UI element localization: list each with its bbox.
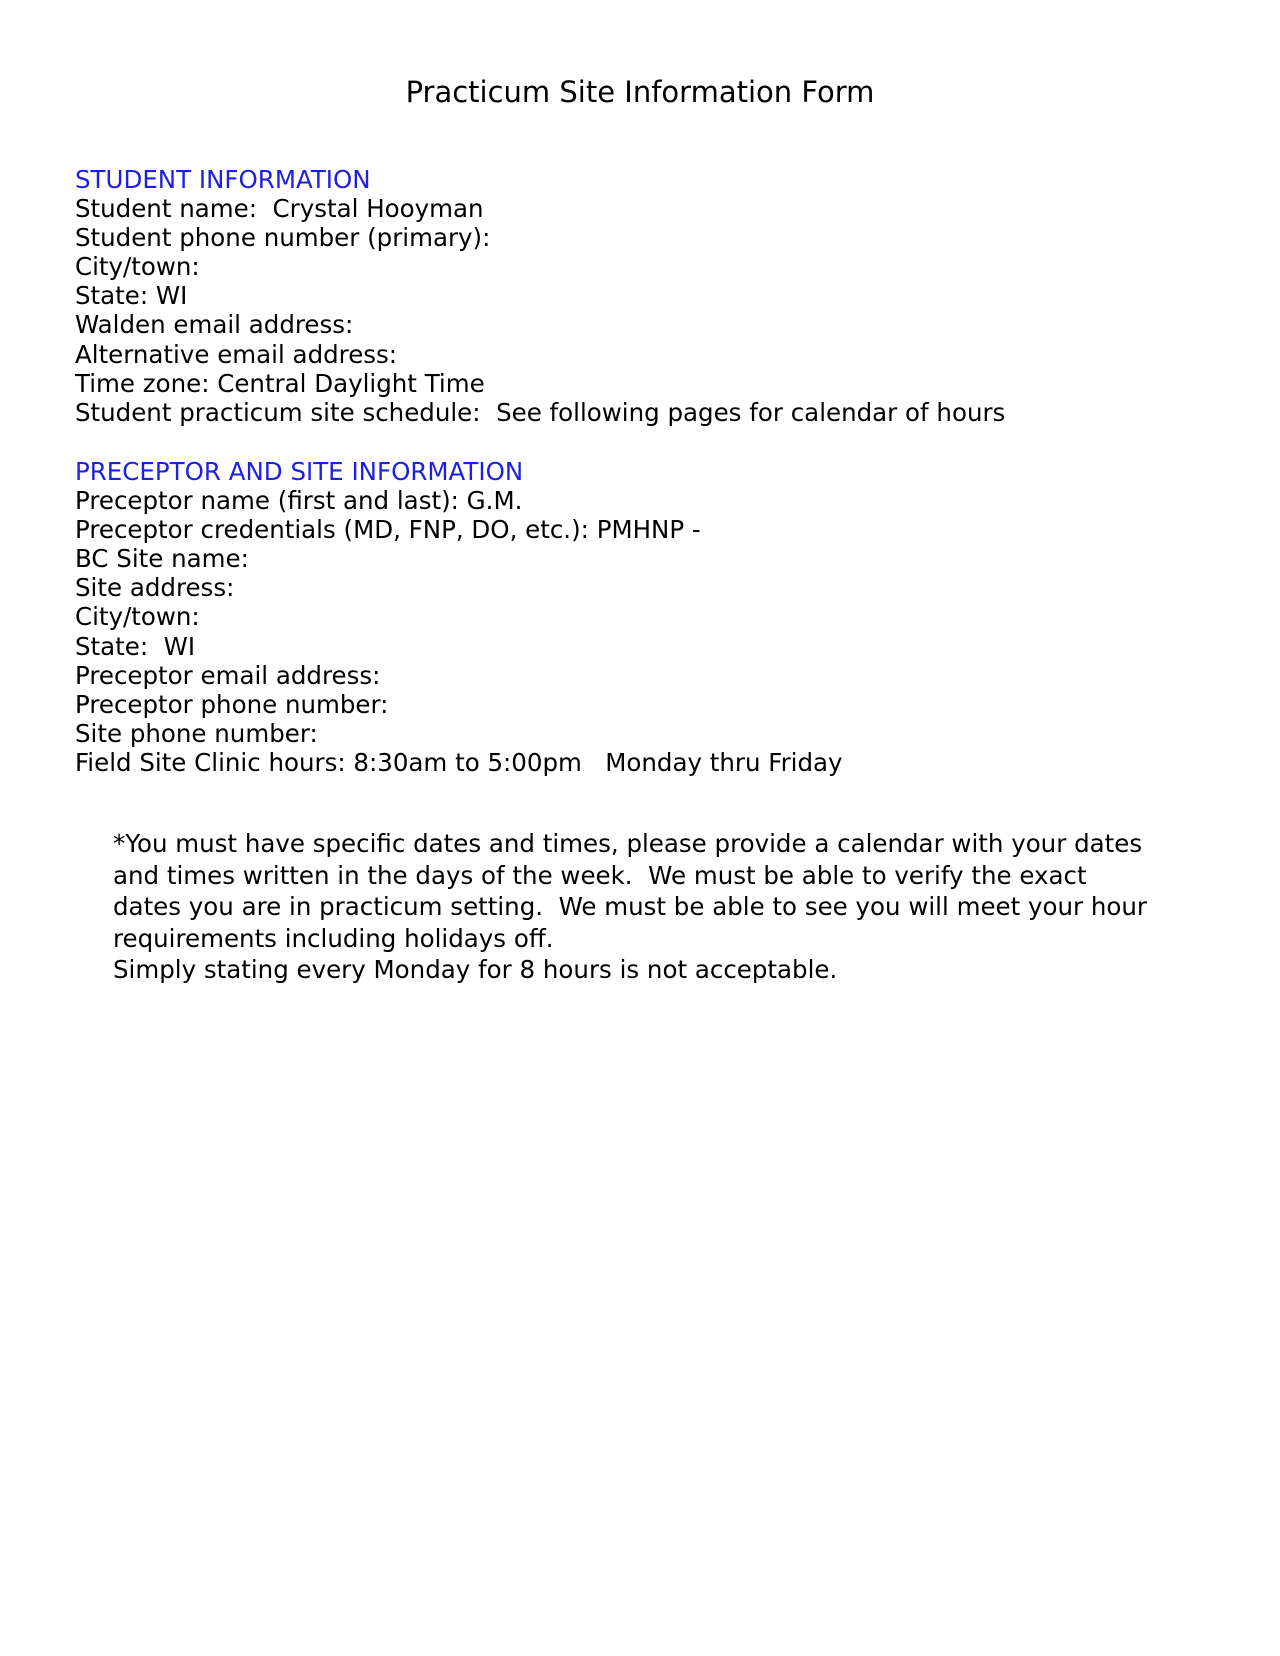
note-line: Simply stating every Monday for 8 hours is not acceptable. [113, 955, 838, 984]
preceptor-credentials-line: Preceptor credentials (MD, FNP, DO, etc.): PMHNP - [75, 515, 701, 545]
clinic-hours-line: Field Site Clinic hours: 8:30am to 5:00pm Monday thru Friday [75, 747, 843, 777]
preceptor-phone-line: Preceptor phone number: [75, 689, 389, 719]
student-information-section [75, 165, 1005, 427]
site-phone-line: Site phone number: [75, 718, 318, 748]
preceptor-name-line: Preceptor name (first and last): G.M. [75, 486, 523, 516]
note-line: and times written in the days of the week. We must be able to verify the exact [113, 860, 1087, 890]
site-city-line: City/town: [75, 602, 200, 632]
site-name-line: BC Site name: [75, 544, 249, 574]
student-section-heading: STUDENT INFORMATION [75, 165, 371, 194]
note-line: requirements including holidays off. [113, 923, 554, 953]
note-line: dates you are in practicum setting. We must be able to see you will meet your hour [113, 892, 1147, 921]
student-timezone-line: Time zone: Central Daylight Time [75, 368, 485, 398]
site-address-line: Site address: [75, 573, 235, 603]
preceptor-section-heading: PRECEPTOR AND SITE INFORMATION [75, 457, 524, 486]
student-alt-email-line: Alternative email address: [75, 339, 398, 369]
schedule-requirement-note [113, 828, 1193, 986]
student-state-line: State: WI [75, 281, 188, 311]
preceptor-email-line: Preceptor email address: [75, 660, 381, 690]
page-title: Practicum Site Information Form [405, 75, 875, 109]
student-schedule-line: Student practicum site schedule: See following pages for calendar of hours [75, 397, 1006, 427]
site-state-line: State: WI [75, 631, 196, 661]
student-phone-line: Student phone number (primary): [75, 223, 491, 253]
student-city-line: City/town: [75, 252, 200, 282]
note-line: *You must have specific dates and times, please provide a calendar with your dates [113, 829, 1143, 858]
student-name-line: Student name: Crystal Hooyman [75, 194, 484, 224]
preceptor-site-information-section [75, 457, 843, 777]
student-walden-email-line: Walden email address: [75, 310, 354, 340]
